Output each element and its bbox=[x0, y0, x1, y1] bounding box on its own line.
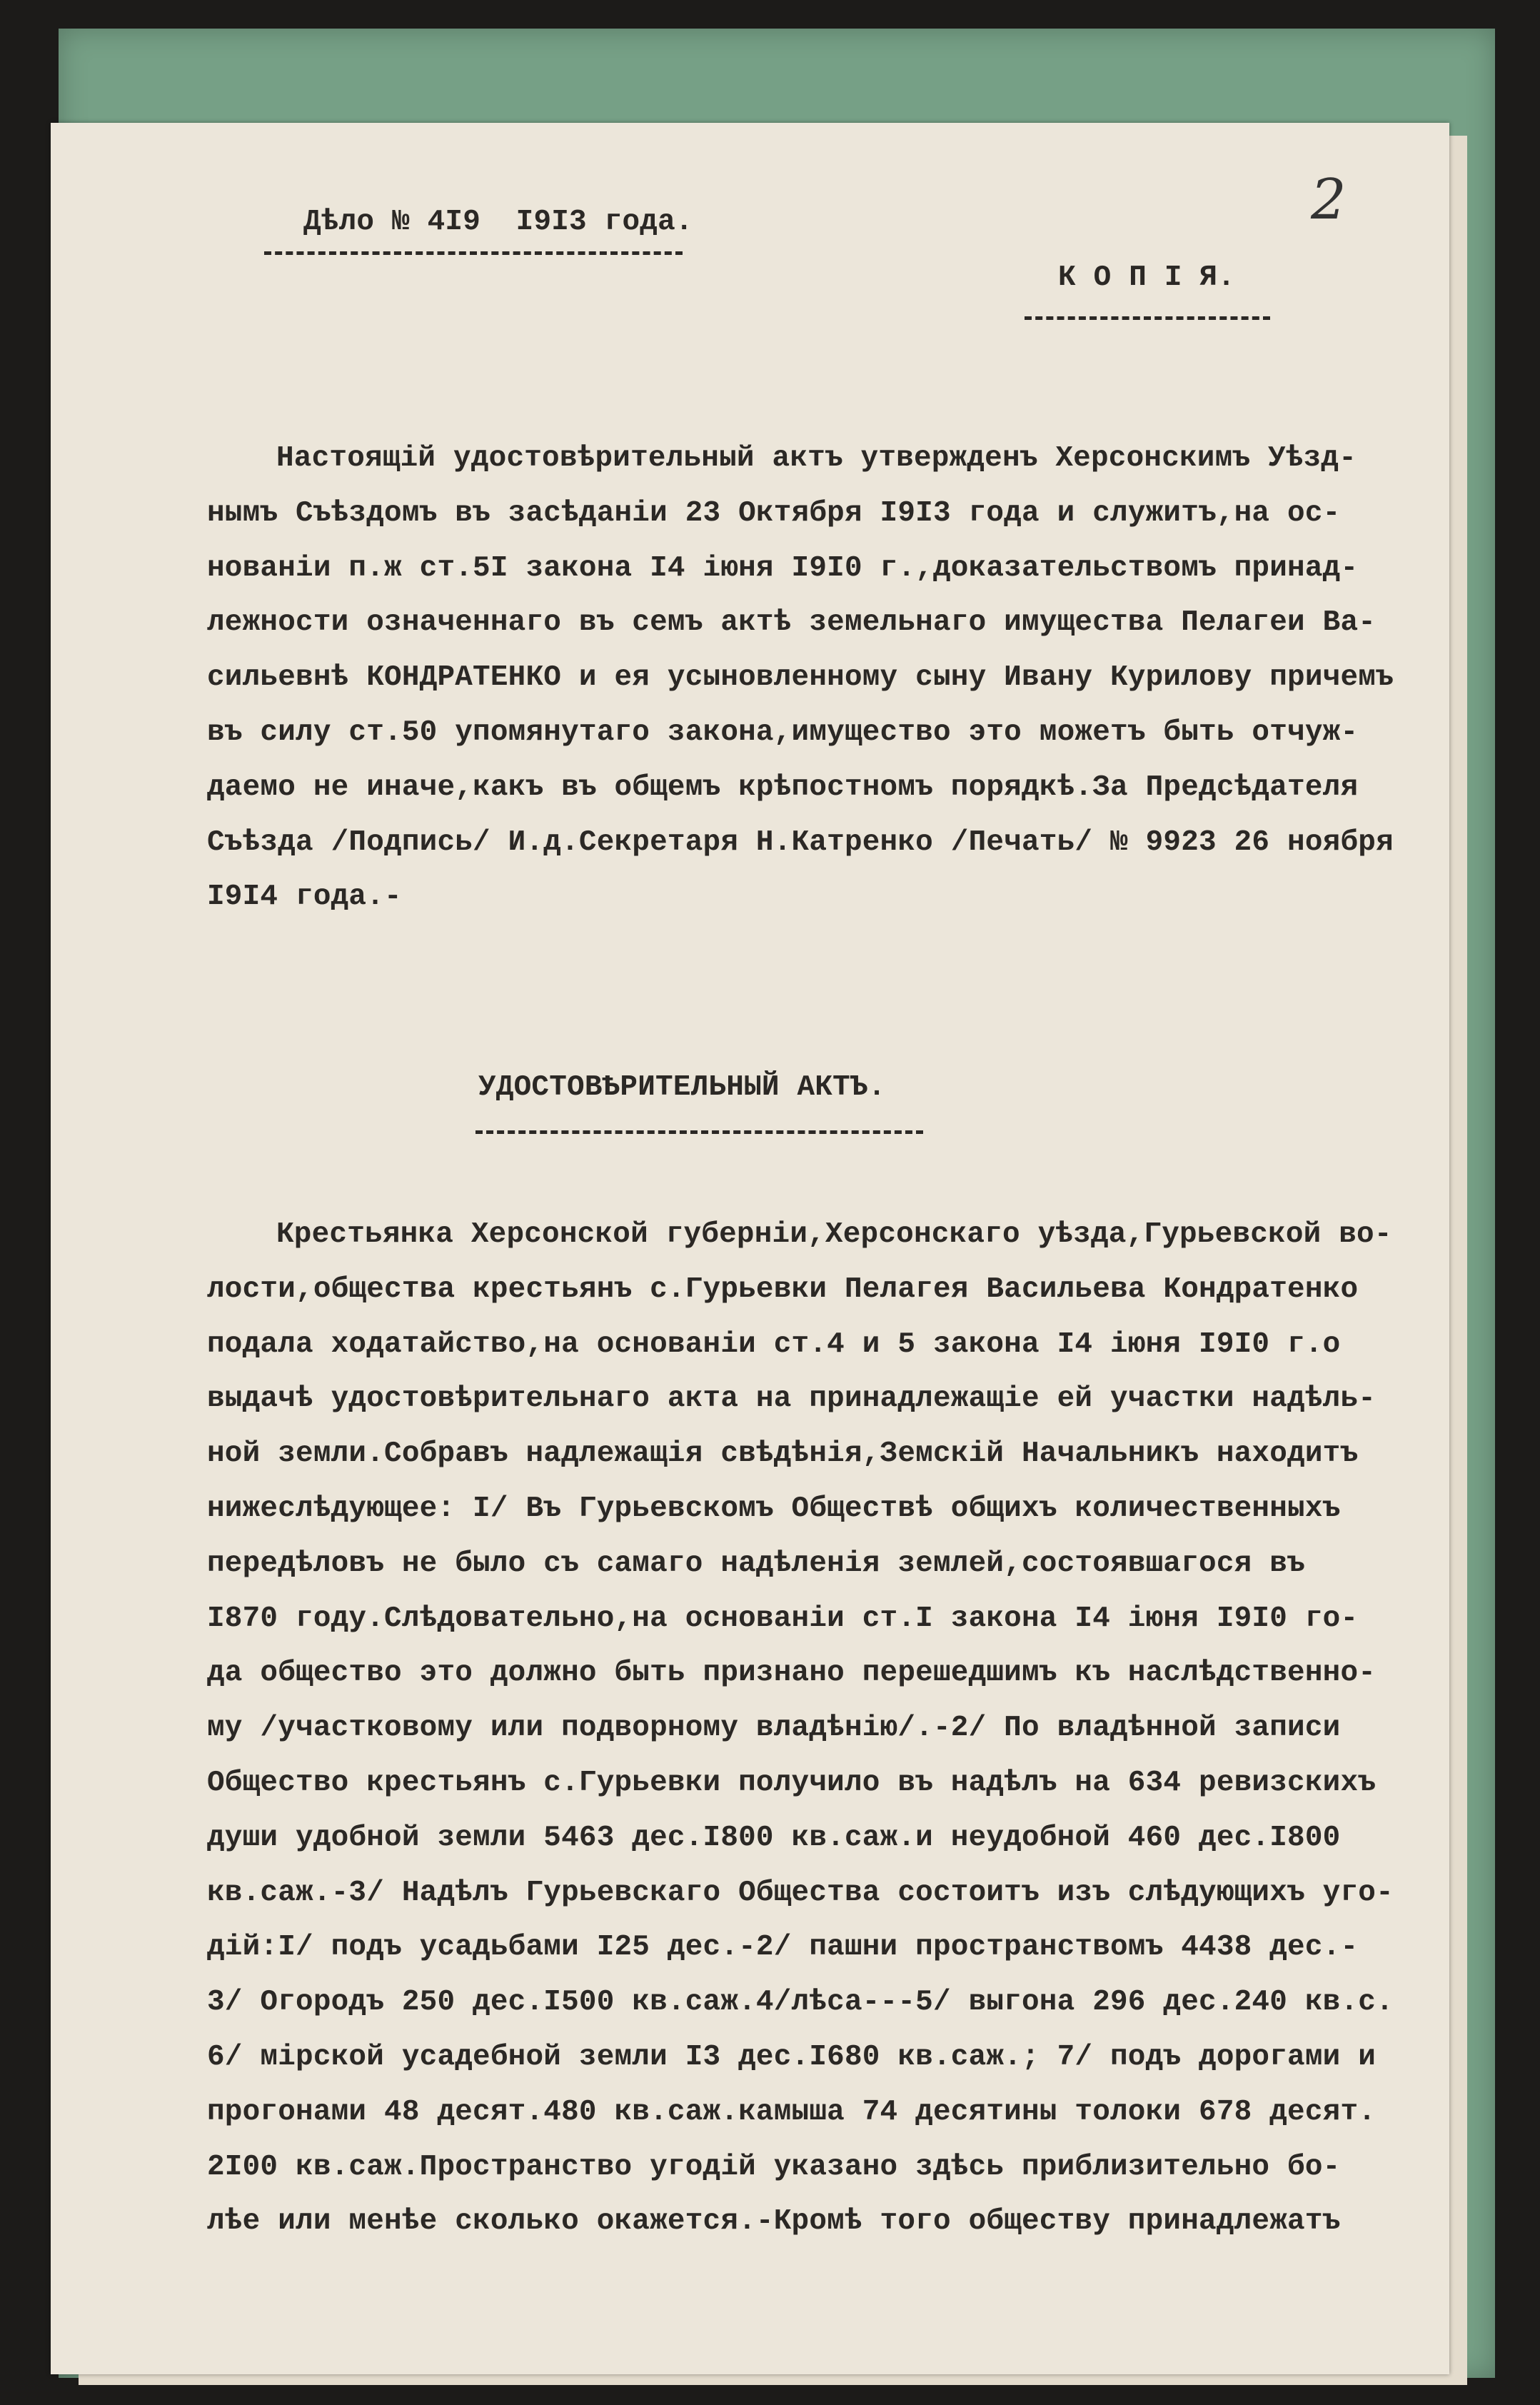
text-line: ной земли.Собравъ надлежащія свѣдѣнія,Земскій Начальникъ находитъ bbox=[207, 1437, 1359, 1471]
text-line: му /участковому или подворному владѣнію/.-2/ По владѣнной записи bbox=[207, 1712, 1341, 1745]
text-line: нымъ Съѣздомъ въ засѣданіи 23 Октября I9I3 года и служитъ,на ос- bbox=[207, 496, 1341, 530]
section-title-underline bbox=[475, 1130, 923, 1134]
text-line: дій:I/ подъ усадьбами I25 дес.-2/ пашни пространствомъ 4438 дес.- bbox=[207, 1931, 1359, 1964]
handwritten-page-number: 2 bbox=[1311, 168, 1347, 232]
text-line: 3/ Огородъ 250 дес.I500 кв.саж.4/лѣса---5/ выгона 296 дес.240 кв.с. bbox=[207, 1986, 1394, 2019]
case-number-underline bbox=[264, 251, 683, 255]
text-line: выдачѣ удостовѣрительнаго акта на принадлежащіе ей участки надѣль- bbox=[207, 1382, 1377, 1416]
text-line: прогонами 48 десят.480 кв.саж.камыша 74 десятины толоки 678 десят. bbox=[207, 2095, 1377, 2129]
text-line: сильевнѣ КОНДРАТЕНКО и ея усыновленному сыну Ивану Курилову причемъ bbox=[207, 661, 1394, 695]
copy-label-underline bbox=[1025, 316, 1270, 320]
text-line: лѣе или менѣе сколько окажется.-Кромѣ того обществу принадлежатъ bbox=[207, 2205, 1341, 2239]
paragraph-2 bbox=[207, 1207, 1394, 2249]
text-line: I870 году.Слѣдовательно,на основаніи ст.I закона I4 іюня I9I0 го- bbox=[207, 1602, 1359, 1635]
text-line: въ силу ст.50 упомянутаго закона,имущество это можетъ быть отчуж- bbox=[207, 716, 1359, 749]
text-line: Съѣзда /Подпись/ И.д.Секретаря Н.Катренко /Печать/ № 9923 26 ноября bbox=[207, 825, 1394, 859]
text-line: нованіи п.ж ст.5I закона I4 іюня I9I0 г.,доказательствомъ принад- bbox=[207, 551, 1359, 585]
case-number: Дѣло № 4I9 I9I3 года. bbox=[303, 206, 693, 239]
text-line: нижеслѣдующее: I/ Въ Гурьевскомъ Обществѣ общихъ количественныхъ bbox=[207, 1492, 1341, 1525]
text-line: передѣловъ не было съ самаго надѣленія землей,состоявшагося въ bbox=[207, 1547, 1305, 1580]
text-line: 2I00 кв.саж.Пространство угодій указано здѣсь приблизительно бо- bbox=[207, 2150, 1341, 2184]
text-line: Настоящій удостовѣрительный актъ утвержденъ Херсонскимъ Уѣзд- bbox=[276, 442, 1357, 475]
text-line: да общество это должно быть признано перешедшимъ къ наслѣдственно- bbox=[207, 1657, 1377, 1690]
text-line: кв.саж.-3/ Надѣлъ Гурьевскаго Общества состоитъ изъ слѣдующихъ уго- bbox=[207, 1876, 1394, 1909]
section-title: УДОСТОВѢРИТЕЛЬНЫЙ АКТЪ. bbox=[478, 1071, 886, 1104]
text-line: Крестьянка Херсонской губерніи,Херсонскаго уѣзда,Гурьевской во- bbox=[276, 1218, 1392, 1251]
text-line: I9I4 года.- bbox=[207, 880, 402, 914]
text-line: 6/ мірской усадебной земли I3 дес.I680 кв.саж.; 7/ подъ дорогами и bbox=[207, 2040, 1377, 2074]
text-line: Общество крестьянъ с.Гурьевки получило въ надѣлъ на 634 ревизскихъ bbox=[207, 1766, 1377, 1799]
text-line: лежности означеннаго въ семъ актѣ земельнаго имущества Пелагеи Ва- bbox=[207, 606, 1377, 640]
paragraph-1 bbox=[207, 431, 1394, 925]
text-line: души удобной земли 5463 дес.I800 кв.саж.и неудобной 460 дес.I800 bbox=[207, 1821, 1341, 1854]
copy-label: К О П I Я. bbox=[1058, 261, 1236, 294]
text-line: подала ходатайство,на основаніи ст.4 и 5 закона I4 іюня I9I0 г.о bbox=[207, 1327, 1341, 1361]
text-line: даемо не иначе,какъ въ общемъ крѣпостномъ порядкѣ.За Предсѣдателя bbox=[207, 770, 1359, 804]
text-line: лости,общества крестьянъ с.Гурьевки Пелагея Васильева Кондратенко bbox=[207, 1272, 1359, 1306]
